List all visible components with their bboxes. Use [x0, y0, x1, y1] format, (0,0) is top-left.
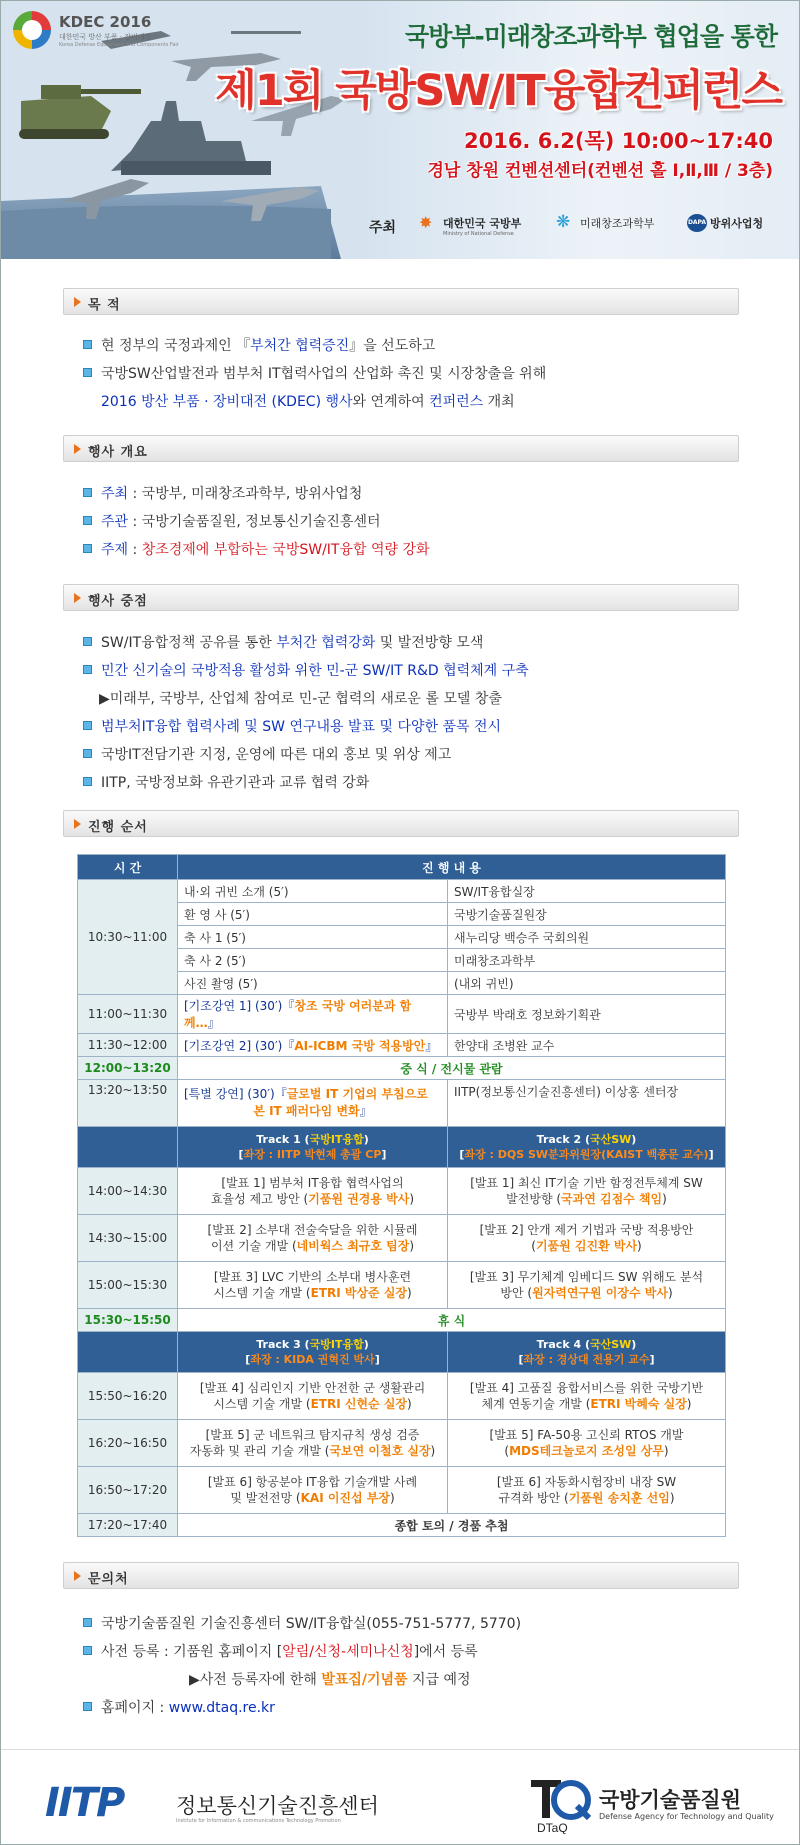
track-chair: 좌장 : IITP 박현제 총괄 CP — [243, 1148, 382, 1161]
track-chair: 좌장 : DQS SW분과위원장(KAIST 백종문 교수) — [464, 1148, 709, 1161]
break-label: 휴 식 — [178, 1309, 726, 1332]
focus-text: 및 발전방향 모색 — [375, 635, 484, 651]
org-dapa — [687, 215, 763, 231]
bullet-icon — [83, 721, 92, 730]
session-text: ) — [409, 1239, 415, 1253]
track-name: Track 4 ( — [536, 1338, 590, 1351]
section-arrow-icon — [74, 1571, 81, 1581]
session-speaker: 국과연 김점수 책임 — [561, 1192, 663, 1206]
focus-line-4 — [83, 716, 501, 736]
session-text: 시스템 기술 개발 ( — [213, 1286, 311, 1300]
session-track2 — [448, 1168, 726, 1215]
bullet-icon — [83, 1618, 92, 1627]
focus-line-6 — [83, 772, 369, 792]
focus-line-2 — [83, 660, 529, 680]
purpose-text: 개최 — [483, 394, 515, 410]
track4-header — [448, 1332, 726, 1373]
track-blank — [78, 1127, 178, 1168]
session-speaker: ETRI 박혜숙 실장 — [590, 1397, 687, 1411]
purpose-line-3 — [101, 391, 515, 411]
contact-gift: 발표집/기념품 — [321, 1672, 408, 1688]
contact-text: 사전 등록 : 기품원 홈페이지 [ — [101, 1644, 283, 1660]
session-time: 16:20~16:50 — [78, 1420, 178, 1467]
purpose-text: 와 연계하여 — [352, 394, 430, 410]
session-text: ( — [504, 1444, 510, 1458]
contact-text: 국방기술품질원 기술진흥센터 SW/IT융합실(055-751-5777, 5770) — [101, 1616, 522, 1632]
section-overview-header — [63, 435, 739, 462]
overview-organizer — [83, 511, 381, 531]
keynote-label: [기조강연 2] (30′)『 — [184, 1038, 295, 1053]
closing-label: 종합 토의 / 경품 추첨 — [178, 1514, 726, 1537]
session-speaker: 기품원 권경용 박사 — [308, 1192, 410, 1206]
special-label: [특별 강연] (30′)『 — [184, 1087, 287, 1101]
bullet-icon — [83, 777, 92, 786]
opening-person: 새누리당 백승주 국회의원 — [448, 926, 726, 949]
org-mnd — [419, 215, 521, 237]
section-overview-title: 행사 개요 — [88, 445, 148, 460]
session-text: ) — [430, 1444, 436, 1458]
session-text: ) — [662, 1192, 667, 1206]
dtaq-logo-icon — [531, 1776, 593, 1834]
kdec-logo-english: Korea Defense Equipment and Components Fair — [59, 42, 179, 48]
kdec-logo-subtext: 대한민국 방산 부품 · 장비대전 — [59, 33, 152, 41]
session-speaker: 원자력연구원 이장수 박사 — [532, 1286, 668, 1300]
section-focus-title: 행사 중점 — [88, 594, 148, 609]
session-text: [발표 5] FA-50용 고신뢰 RTOS 개발 — [489, 1428, 684, 1442]
session-speaker: ETRI 박상준 실장 — [310, 1286, 407, 1300]
focus-text: 범부처IT융합 협력사례 및 SW 연구내용 발표 및 다양한 품목 전시 — [101, 719, 502, 735]
keynote-label: [기조강연 1] (30′)『 — [184, 999, 295, 1013]
track-chair-bracket: ] — [649, 1353, 655, 1366]
focus-text: IITP, 국방정보화 유관기관과 교류 협력 강화 — [101, 775, 370, 791]
session-text: [발표 3] 무기체계 임베디드 SW 위해도 분석 — [469, 1270, 704, 1284]
special-time: 13:20~13:50 — [78, 1080, 178, 1127]
session-text: 효율성 제고 방안 ( — [210, 1192, 309, 1206]
track-chair-bracket: [ — [245, 1353, 251, 1366]
table-row — [78, 1514, 726, 1537]
bullet-icon — [83, 665, 92, 674]
focus-text: SW/IT융합정책 공유를 통한 — [101, 635, 277, 651]
footer — [1, 1749, 800, 1845]
session-track3 — [178, 1467, 448, 1514]
track-topic: 국산SW — [589, 1133, 632, 1146]
event-venue: 경남 창원 컨벤션센터(컨벤션 홀 Ⅰ,Ⅱ,Ⅲ / 3층) — [427, 161, 773, 181]
overview-value: : 국방기술품질원, 정보통신기술진흥센터 — [128, 514, 381, 530]
special-topic: 본 IT 패러다임 변화 — [253, 1104, 360, 1118]
track-chair-bracket: [ — [238, 1148, 244, 1161]
keynote2-time: 11:30~12:00 — [78, 1034, 178, 1057]
bullet-icon — [83, 749, 92, 758]
purpose-text: 국방SW산업발전과 범부처 IT협력사업의 산업화 촉진 및 시장창출을 위해 — [101, 366, 547, 382]
session-track1 — [178, 1168, 448, 1215]
contact-text: ]에서 등록 — [413, 1644, 478, 1660]
table-row — [78, 1467, 726, 1514]
track-name: Track 3 ( — [256, 1338, 310, 1351]
track-name: ) — [631, 1133, 637, 1146]
table-row — [78, 880, 726, 903]
session-text: ( — [531, 1239, 536, 1253]
focus-text: 국방IT전담기관 지정, 운영에 따른 대외 홍보 및 위상 제고 — [101, 747, 452, 763]
bullet-icon — [83, 340, 92, 349]
session-track1 — [178, 1262, 448, 1309]
bullet-icon — [83, 544, 92, 553]
mnd-star-icon: ✸ — [419, 213, 433, 232]
section-arrow-icon — [74, 444, 81, 454]
bullet-icon — [83, 1702, 92, 1711]
session-track2 — [448, 1262, 726, 1309]
purpose-highlight: 컨퍼런스 — [429, 394, 484, 410]
break-time: 15:30~15:50 — [78, 1309, 178, 1332]
purpose-text: 현 정부의 국정과제인 『 — [101, 338, 251, 354]
session-speaker: 기품원 송치훈 선임 — [568, 1491, 670, 1505]
session-text: 시스템 기술 개발 ( — [213, 1397, 311, 1411]
track-chair-bracket: ] — [381, 1148, 387, 1161]
session-time: 15:50~16:20 — [78, 1373, 178, 1420]
keynote1-speaker: 국방부 박래호 정보화기획관 — [448, 995, 726, 1034]
track3-header — [178, 1332, 448, 1373]
session-text: ) — [637, 1239, 642, 1253]
session-track1 — [178, 1215, 448, 1262]
section-purpose-header — [63, 288, 739, 315]
opening-person: SW/IT융합실장 — [448, 880, 726, 903]
banner-subtitle: 국방부-미래창조과학부 협업을 통한 — [404, 22, 777, 51]
iitp-logo: IITP — [45, 1780, 124, 1826]
session-text: [발표 1] 최신 IT기술 기반 함정전투체계 SW — [470, 1176, 703, 1190]
section-arrow-icon — [74, 593, 81, 603]
session-text: ) — [407, 1397, 412, 1411]
contact-text: 지급 예정 — [407, 1672, 471, 1688]
focus-text: ▶미래부, 국방부, 산업체 참여로 민-군 협력의 새로운 롤 모델 창출 — [99, 691, 502, 707]
track2-header — [448, 1127, 726, 1168]
overview-key: 주관 — [101, 514, 129, 530]
session-text: ) — [669, 1491, 675, 1505]
special-speaker: IITP(정보통신기술진흥센터) 이상홍 센터장 — [448, 1080, 726, 1127]
session-speaker: 네비웍스 최규호 팀장 — [296, 1239, 410, 1253]
table-row — [78, 995, 726, 1034]
bullet-icon — [83, 1646, 92, 1655]
section-contact-header — [63, 1562, 739, 1589]
table-row — [78, 1215, 726, 1262]
table-row — [78, 1034, 726, 1057]
session-track4 — [448, 1467, 726, 1514]
section-contact-title: 문의처 — [88, 1572, 129, 1587]
overview-value: : 국방부, 미래창조과학부, 방위사업청 — [128, 486, 363, 502]
table-row — [78, 1080, 726, 1127]
org-dapa-name: 방위사업청 — [710, 217, 764, 230]
session-speaker: 기품원 김진환 박사 — [535, 1239, 638, 1253]
session-track2 — [448, 1215, 726, 1262]
overview-key: 주최 — [101, 486, 129, 502]
overview-theme-value: 창조경제에 부합하는 국방SW/IT융합 역량 강화 — [141, 542, 430, 558]
section-arrow-icon — [74, 297, 81, 307]
keynote-topic: 창조 국방 여러분과 함께… — [184, 999, 412, 1030]
org-msip-name: 미래창조과학부 — [580, 217, 655, 230]
header-content: 진 행 내 용 — [178, 855, 726, 880]
track-topic: 국산SW — [589, 1338, 632, 1351]
session-text: ) — [409, 1192, 415, 1206]
session-text: 방안 ( — [500, 1286, 533, 1300]
keynote-label: 』 — [425, 1038, 438, 1053]
session-text: ) — [663, 1444, 669, 1458]
session-text: [발표 4] 고품질 융합서비스를 위한 국방기반 — [469, 1381, 704, 1395]
focus-text: 민간 신기술의 국방적용 활성화 위한 민-군 SW/IT R&D 협력체계 구축 — [101, 663, 529, 679]
table-row — [78, 1373, 726, 1420]
table-row — [78, 1262, 726, 1309]
track-chair: 좌장 : 경상대 전용기 교수 — [523, 1353, 650, 1366]
session-text: 및 발전전망 ( — [230, 1491, 301, 1505]
session-speaker: ETRI 신현순 실장 — [310, 1397, 407, 1411]
kdec-logo-icon — [13, 11, 51, 49]
session-text: [발표 2] 안개 제거 기법과 국방 적용방안 — [479, 1223, 694, 1237]
contact-registration-link: 알림/신청-세미나신청 — [282, 1644, 414, 1660]
section-focus-header — [63, 584, 739, 611]
track-name: ) — [363, 1133, 369, 1146]
opening-item: 내·외 귀빈 소개 (5′) — [178, 880, 448, 903]
keynote1-time: 11:00~11:30 — [78, 995, 178, 1034]
track-chair-bracket: [ — [518, 1353, 524, 1366]
section-arrow-icon — [74, 819, 81, 829]
keynote2-title — [178, 1034, 448, 1057]
contact-text: 홈페이지 : — [101, 1700, 169, 1716]
header-banner — [1, 1, 799, 259]
track-name: Track 2 ( — [536, 1133, 590, 1146]
keynote2-speaker: 한양대 조병완 교수 — [448, 1034, 726, 1057]
dtaq-name: 국방기술품질원 — [599, 1788, 742, 1812]
lunch-time: 12:00~13:20 — [78, 1057, 178, 1080]
purpose-text: 』을 선도하고 — [349, 338, 436, 354]
dtaq-mark-text: DTaQ — [537, 1821, 568, 1834]
dtaq-english: Defense Agency for Technology and Quality — [599, 1812, 774, 1821]
focus-line-3 — [99, 688, 502, 708]
purpose-highlight: 2016 방산 부품 · 장비대전 (KDEC) 행사 — [101, 394, 353, 410]
track-name: ) — [363, 1338, 369, 1351]
session-text: ) — [667, 1286, 673, 1300]
session-text: [발표 6] 자동화시험장비 내장 SW — [496, 1475, 677, 1489]
track-blank — [78, 1332, 178, 1373]
special-title — [178, 1080, 448, 1127]
opening-time: 10:30~11:00 — [78, 880, 178, 995]
contact-line-3 — [189, 1669, 471, 1689]
focus-line-1 — [83, 632, 483, 652]
contact-line-2 — [83, 1641, 478, 1661]
opening-item: 축 사 2 (5′) — [178, 949, 448, 972]
header-time: 시 간 — [78, 855, 178, 880]
session-track3 — [178, 1373, 448, 1420]
bullet-icon — [83, 368, 92, 377]
contact-text: ▶사전 등록자에 한해 — [189, 1672, 322, 1688]
session-text: 규격화 방안 ( — [498, 1491, 569, 1505]
session-text: [발표 5] 군 네트워크 탐지규칙 생성 검증 — [205, 1428, 420, 1442]
org-mnd-english: Ministry of National Defense — [443, 231, 514, 237]
focus-highlight: 부처간 협력강화 — [276, 635, 376, 651]
track-header-row — [78, 1332, 726, 1373]
track-topic: 국방IT융합 — [309, 1338, 364, 1351]
overview-host — [83, 483, 362, 503]
track-name: ) — [631, 1338, 637, 1351]
track-header-row — [78, 1127, 726, 1168]
homepage-link[interactable]: www.dtaq.re.kr — [168, 1700, 275, 1716]
event-date: 2016. 6.2(목) 10:00~17:40 — [463, 129, 773, 153]
session-text: ) — [407, 1286, 412, 1300]
session-text: 이션 기술 개발 ( — [210, 1239, 297, 1253]
table-row — [78, 1309, 726, 1332]
session-text: [발표 1] 범부처 IT융합 협력사업의 — [221, 1176, 404, 1190]
purpose-line-2 — [83, 363, 546, 383]
opening-person: 국방기술품질원장 — [448, 903, 726, 926]
session-text: [발표 6] 항공분야 IT융합 기술개발 사례 — [207, 1475, 418, 1489]
session-text: [발표 3] LVC 기반의 소부대 병사훈련 — [213, 1270, 412, 1284]
bullet-icon — [83, 637, 92, 646]
session-time: 14:30~15:00 — [78, 1215, 178, 1262]
dapa-logo-icon: DAPA — [687, 214, 707, 232]
opening-person: 미래창조과학부 — [448, 949, 726, 972]
track-name: Track 1 ( — [256, 1133, 310, 1146]
session-track3 — [178, 1420, 448, 1467]
session-track4 — [448, 1420, 726, 1467]
session-text: [발표 4] 심리인지 기반 안전한 군 생활관리 — [199, 1381, 426, 1395]
bullet-icon — [83, 488, 92, 497]
overview-key: 주제 — [101, 542, 129, 558]
table-row — [78, 1057, 726, 1080]
track-chair: 좌장 : KIDA 권혁진 박사 — [250, 1353, 375, 1366]
contact-line-4 — [83, 1697, 275, 1717]
session-text: 발전방향 ( — [506, 1192, 562, 1206]
keynote-topic: AI-ICBM 국방 적용방안 — [294, 1038, 426, 1053]
opening-item: 환 영 사 (5′) — [178, 903, 448, 926]
overview-theme — [83, 539, 430, 559]
schedule-table — [77, 854, 726, 1537]
session-text: ) — [686, 1397, 692, 1411]
section-schedule-title: 진행 순서 — [88, 820, 148, 835]
kdec-logo — [13, 11, 213, 51]
banner-title: 제1회 국방SW/IT융합컨퍼런스 — [215, 66, 781, 116]
purpose-highlight: 부처간 협력증진 — [250, 338, 350, 354]
table-row — [78, 1168, 726, 1215]
table-header-row — [78, 855, 726, 880]
track-topic: 국방IT융합 — [309, 1133, 364, 1146]
special-topic: 글로벌 IT 기업의 부침으로 — [286, 1087, 428, 1101]
org-mnd-name: 대한민국 국방부 — [443, 217, 522, 230]
session-track4 — [448, 1373, 726, 1420]
track-chair-bracket: ] — [708, 1148, 714, 1161]
iitp-name: 정보통신기술진흥센터 — [176, 1794, 379, 1818]
bullet-icon — [83, 516, 92, 525]
section-purpose-title: 목 적 — [88, 298, 121, 313]
table-row — [78, 1420, 726, 1467]
overview-value: : — [128, 542, 142, 558]
session-text: 체계 연동기술 개발 ( — [481, 1397, 591, 1411]
opening-item: 축 사 1 (5′) — [178, 926, 448, 949]
special-label: 』 — [359, 1104, 372, 1118]
session-time: 16:50~17:20 — [78, 1467, 178, 1514]
track1-header — [178, 1127, 448, 1168]
section-schedule-header — [63, 810, 739, 837]
purpose-line-1 — [83, 335, 435, 355]
session-speaker: 국보연 이철호 실장 — [329, 1444, 431, 1458]
track-chair-bracket: ] — [374, 1353, 380, 1366]
focus-line-5 — [83, 744, 451, 764]
opening-person: (내외 귀빈) — [448, 972, 726, 995]
session-speaker: KAI 이진섭 부장 — [300, 1491, 390, 1505]
session-time: 15:00~15:30 — [78, 1262, 178, 1309]
track-chair-bracket: [ — [459, 1148, 465, 1161]
session-text: [발표 2] 소부대 전술숙달을 위한 시뮬레 — [207, 1223, 418, 1237]
host-label: 주최 — [369, 220, 397, 236]
keynote1-title — [178, 995, 448, 1034]
msip-logo-icon: ❋ — [556, 212, 571, 232]
closing-time: 17:20~17:40 — [78, 1514, 178, 1537]
keynote-label: 』 — [207, 1016, 220, 1030]
iitp-english: Institute for Information & communications Technology Promotion — [176, 1818, 341, 1824]
session-text: ) — [389, 1491, 395, 1505]
org-msip — [556, 212, 655, 232]
kdec-logo-text: KDEC 2016 — [59, 13, 152, 31]
session-speaker: MDS테크놀로지 조성일 상무 — [509, 1444, 664, 1458]
session-time: 14:00~14:30 — [78, 1168, 178, 1215]
lunch-label: 중 식 / 전시물 관람 — [178, 1057, 726, 1080]
session-text: 자동화 및 관리 기술 개발 ( — [189, 1444, 330, 1458]
opening-item: 사진 촬영 (5′) — [178, 972, 448, 995]
contact-line-1 — [83, 1613, 521, 1633]
